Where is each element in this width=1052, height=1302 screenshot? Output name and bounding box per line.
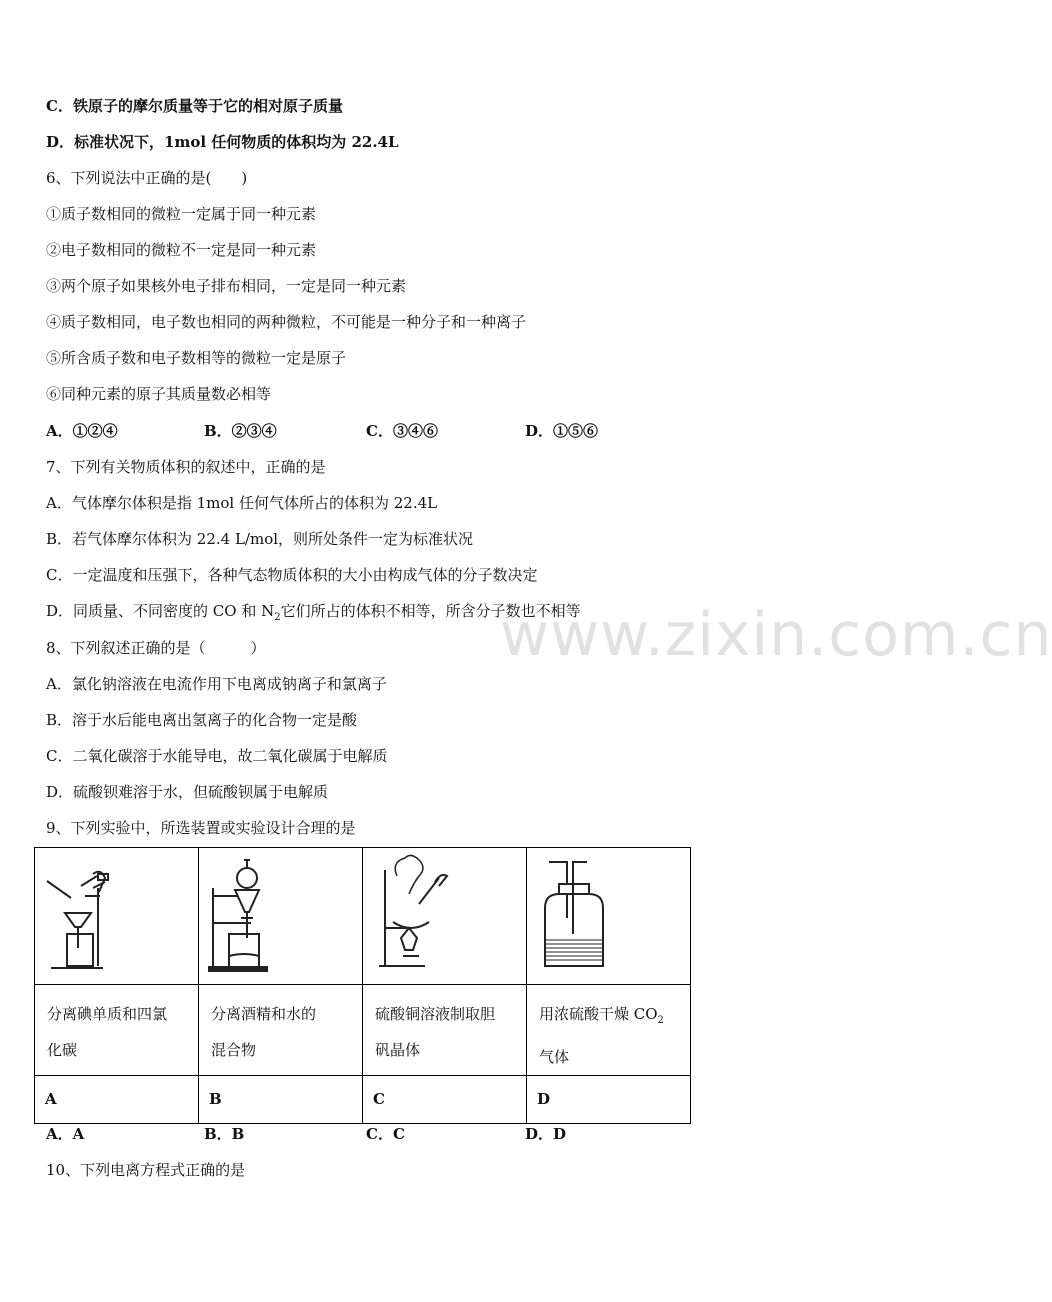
q7-option-d-sub: 2 (274, 612, 281, 623)
q7-option-b: B．若气体摩尔体积为 22.4 L/mol，则所处条件一定为标准状况 (46, 530, 474, 548)
apparatus-desc-a (35, 985, 199, 1076)
q7-option-a: A．气体摩尔体积是指 1mol 任何气体所占的体积为 22.4L (46, 494, 438, 512)
q7-stem: 7、下列有关物质体积的叙述中，正确的是 (46, 458, 326, 476)
separatory-funnel-apparatus-icon (199, 848, 362, 980)
desc-c-line1: 硫酸铜溶液制取胆 (375, 1005, 496, 1023)
apparatus-image-b (199, 848, 363, 985)
apparatus-image-c (363, 848, 527, 985)
apparatus-desc-c (363, 985, 527, 1076)
label-d: D (537, 1090, 551, 1108)
desc-d-sub: 2 (657, 1015, 664, 1026)
desc-d-line1: 用浓硫酸干燥 CO (539, 1005, 658, 1023)
desc-b-line2: 混合物 (211, 1041, 257, 1059)
apparatus-image-a (35, 848, 199, 985)
label-b: B (209, 1090, 222, 1108)
q6-statement-6: ⑥同种元素的原子其质量数必相等 (46, 385, 272, 403)
q6-statement-2: ②电子数相同的微粒不一定是同一种元素 (46, 241, 317, 259)
q6-statement-3: ③两个原子如果核外电子排布相同，一定是同一种元素 (46, 277, 407, 295)
q6-statement-1: ①质子数相同的微粒一定属于同一种元素 (46, 205, 317, 223)
apparatus-label-c (363, 1076, 527, 1124)
q8-option-c: C．二氧化碳溶于水能导电，故二氧化碳属于电解质 (46, 747, 388, 765)
q9-stem: 9、下列实验中，所选装置或实验设计合理的是 (46, 819, 356, 837)
desc-d-line2: 气体 (539, 1048, 570, 1066)
q6-statement-4: ④质子数相同，电子数也相同的两种微粒，不可能是一种分子和一种离子 (46, 313, 527, 331)
q9-option-a: A．A (46, 1125, 85, 1143)
q6-option-d: D．①⑤⑥ (525, 422, 599, 440)
evaporating-dish-apparatus-icon (363, 848, 526, 980)
q8-option-b: B．溶于水后能电离出氢离子的化合物一定是酸 (46, 711, 358, 729)
label-c: C (373, 1090, 385, 1108)
q6-statement-5: ⑤所含质子数和电子数相等的微粒一定是原子 (46, 349, 347, 367)
apparatus-desc-d (527, 985, 691, 1076)
gas-washing-bottle-icon (527, 848, 690, 980)
label-a: A (45, 1090, 57, 1108)
q7-option-d (46, 601, 581, 628)
apparatus-desc-b (199, 985, 363, 1076)
q6-option-c: C．③④⑥ (366, 422, 438, 440)
q6-stem: 6、下列说法中正确的是( ) (46, 169, 248, 187)
watermark: www.zixin.com.cn (500, 600, 1052, 670)
q6-option-a: A．①②④ (46, 422, 118, 440)
apparatus-label-a (35, 1076, 199, 1124)
desc-b-line1: 分离酒精和水的 (211, 1005, 317, 1023)
q7-option-d-pre: D．同质量、不同密度的 CO 和 N (46, 602, 275, 620)
q10-stem: 10、下列电离方程式正确的是 (46, 1161, 246, 1179)
funnel-filtration-apparatus-icon (35, 848, 198, 980)
q7-option-c: C．一定温度和压强下，各种气态物质体积的大小由构成气体的分子数决定 (46, 566, 538, 584)
q6-option-b: B．②③④ (204, 422, 277, 440)
apparatus-image-d (527, 848, 691, 985)
q9-option-b: B．B (204, 1125, 245, 1143)
q8-option-a: A．氯化钠溶液在电流作用下电离成钠离子和氯离子 (46, 675, 387, 693)
q7-option-d-post: 它们所占的体积不相等，所含分子数也不相等 (280, 602, 581, 620)
apparatus-label-b (199, 1076, 363, 1124)
q8-option-d: D．硫酸钡难溶于水，但硫酸钡属于电解质 (46, 783, 329, 801)
apparatus-label-d (527, 1076, 691, 1124)
q9-option-c: C．C (366, 1125, 405, 1143)
desc-a-line2: 化碳 (47, 1041, 78, 1059)
desc-a-line1: 分离碘单质和四氯 (47, 1005, 168, 1023)
q9-option-d: D．D (525, 1125, 567, 1143)
q5-option-d: D．标准状况下，1mol 任何物质的体积均为 22.4L (46, 133, 399, 151)
q8-stem: 8、下列叙述正确的是（ ） (46, 639, 266, 657)
q5-option-c: C．铁原子的摩尔质量等于它的相对原子质量 (46, 97, 343, 115)
q9-apparatus-table (34, 847, 691, 1124)
desc-c-line2: 矾晶体 (375, 1041, 421, 1059)
